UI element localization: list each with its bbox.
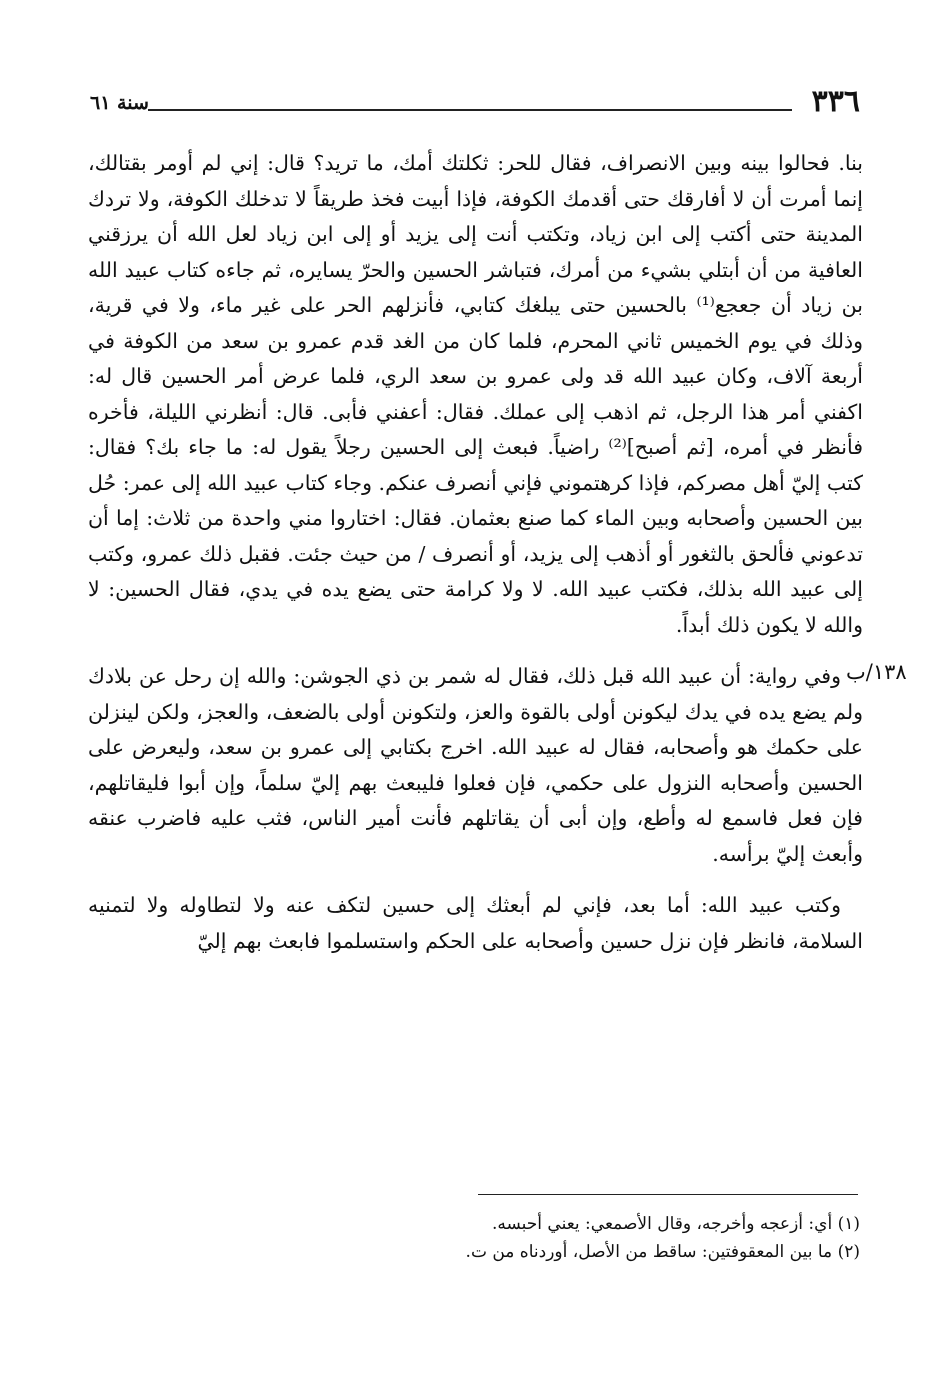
page-number: ٣٣٦ [811, 84, 860, 119]
running-head-year: سنة ٦١ [90, 92, 149, 114]
main-text [88, 146, 863, 959]
page-header [90, 84, 860, 124]
footnote-separator [478, 1194, 858, 1195]
header-rule [148, 109, 792, 111]
paragraph: وكتب عبيد الله: أما بعد، فإني لم أبعثك إلى حسين لتكف عنه ولا لتطاوله ولا لتمنيه السلامة، فانظر فإن نزل حسين وأصحابه على الحكم واستسلموا فابعث بهم إليّ [88, 893, 863, 953]
footnotes [300, 1210, 860, 1266]
manuscript-folio-mark: ١٣٨/ب [846, 660, 907, 684]
paragraph: بنا. فحالوا بينه وبين الانصراف، فقال للحر: ثكلتك أمك، ما تريد؟ قال: إني لم أومر بقتالك، إنما أمرت أن لا أفارقك حتى أقدمك الكوفة، فإذا أبيت فخذ طريقاً لا تدخلك الكوفة، ولا تردك المدينة حتى أكتب إلى ابن زياد، وتكتب أنت إلى يزيد أو إلى ابن زياد لعل الله أن يرزقني العافية من أن أبتلي بشيء من أمرك، فتباشر الحسين والحرّ يسايره، ثم جاءه كتاب عبيد الله بن زياد أن جعجع⁽¹⁾ بالحسين حتى يبلغك كتابي، فأنزلهم الحر على غير ماء، ولا في قرية، وذلك في يوم الخميس ثاني المحرم، فلما كان من الغد قدم عمرو بن سعد من الكوفة في أربعة آلاف، وكان عبيد الله قد ولى عمرو بن سعد الري، فلما عرض أمر الحسين قال له: اكفني أمر هذا الرجل، ثم اذهب إلى عملك. فقال: أعفني فأبى. قال: أنظرني الليلة، فأخره فأنظر في أمره، [ثم أصبح]⁽²⁾ راضياً. فبعث إلى الحسين رجلاً يقول له: ما جاء بك؟ فقال: كتب إليّ أهل مصركم، فإذا كرهتموني فإني أنصرف عنكم. وجاء كتاب عبيد الله إلى عمر: حُل بين الحسين وأصحابه وبين الماء كما صنع بعثمان. فقال: اختاروا مني واحدة من ثلاث: إما أن تدعوني فألحق بالثغور أو أذهب إلى يزيد، أو أنصرف / من حيث جئت. فقبل ذلك عمرو، وكتب إلى عبيد الله بذلك، فكتب عبيد الله. لا ولا كرامة حتى يضع يده في يدي، فقال الحسين: لا والله لا يكون ذلك أبداً. [88, 151, 863, 637]
paragraph: وفي رواية: أن عبيد الله قبل ذلك، فقال له شمر بن ذي الجوشن: والله إن رحل عن بلادك ولم يضع يده في يدك ليكونن أولى بالقوة والعز، ولتكونن أولى بالضعف، والعجز، ولكن لينزلن على حكمك هو وأصحابه، فقال له عبيد الله. اخرج بكتابي إلى عمرو بن سعد، وليعرض على الحسين وأصحابه النزول على حكمي، فإن فعلوا فليبعث بهم إليّ سلماً، وإن أبوا فليقاتلهم، فإن فعل فاسمع له وأطع، وإن أبى أن يقاتلهم فأنت أمير الناس، فثب عليه فاضرب عنقه وأبعث إليّ برأسه. [88, 664, 863, 866]
footnote: (٢) ما بين المعقوفتين: ساقط من الأصل، أوردناه من ت. [465, 1242, 860, 1262]
footnote: (١) أي: أزعجه وأخرجه، وقال الأصمعي: يعني أحبسه. [491, 1214, 860, 1234]
